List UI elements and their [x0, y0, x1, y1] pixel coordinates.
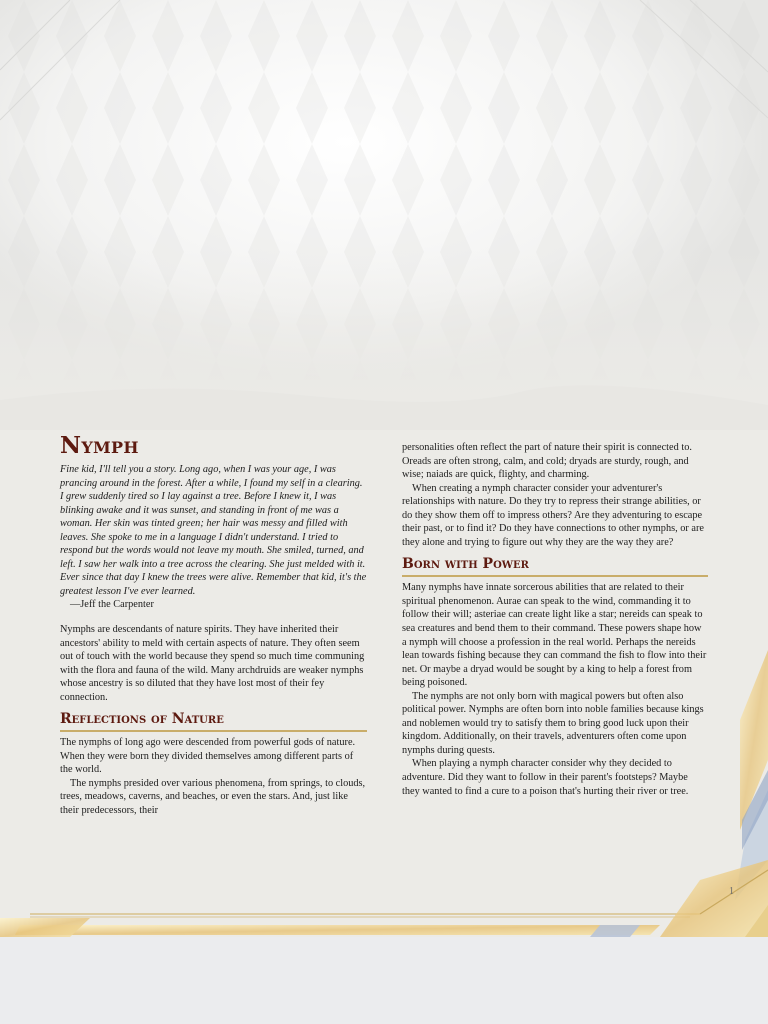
page-number: 1 [729, 886, 734, 897]
power-paragraph-2: The nymphs are not only born with magical powers but often also political power. Nymphs are often born into noble families because kings and noblemen would try to satisfy them to bring good luck upon their kingdom. Additionally, on their travels, adventurers often come upon nymphs during quests. [402, 690, 704, 756]
reflections-paragraph-2-continued: personalities often reflect the part of nature their spirit is connected to. Oreads are often strong, calm, and cold; dryads are sturdy, rough, and wise; naiads are quick, flighty, and charming. [402, 442, 692, 481]
reflections-paragraph-3: When creating a nymph character consider your adventurer's relationships with nature. Do they try to repress their strange abilities, or do they show them off to impress others? Are they adventuring to escape their past, or to find it? Do they have connections to other nymphs, or are they alone and trying to figure out why they are the way they are? [402, 482, 704, 548]
page-title: Nymph [60, 432, 139, 459]
quote-attribution: —Jeff the Carpenter [70, 599, 154, 611]
intro-paragraph: Nymphs are descendants of nature spirits. They have inherited their ancestors' ability to meld with certain aspects of nature. They often seem out of touch with the world because they spend so much time communing with the flora and fauna of the wild. Many archdruids are weaker nymphs whose ancestry is so diluted that they have lost most of their fey connection. [60, 624, 365, 703]
power-paragraph-1: Many nymphs have innate sorcerous abilities that are related to their spiritual phenomenon. Aurae can speak to the wind, commanding it to follow their will; asteriae can create light like a star; nereids can speak to sea creatures and bend them to their command. These powers shape how a nymph will choose a profession in the real world. Perhaps the nereids lean towards fishing because they can command the fish to flow into their net. Or maybe a dryad would be sought by a king to help a forest from being poisoned. [402, 582, 707, 689]
left-column [60, 432, 367, 818]
reflections-paragraph-2: The nymphs presided over various phenomena, from springs, to clouds, trees, meadows, caverns, and beaches, or even the stars. And, just like their predecessors, their [60, 777, 366, 817]
viewer-background [0, 937, 768, 1024]
power-paragraph-3: When playing a nymph character consider why they decided to adventure. Did they want to follow in their parent's footsteps? Maybe they wanted to find a cure to a poison that's hurting their river or tree. [402, 758, 689, 797]
section-heading-reflections: Reflections of Nature [60, 711, 367, 732]
intro-quote: Fine kid, I'll tell you a story. Long ago, when I was your age, I was prancing around in the forest. After a while, I found my self in a clearing. I grew suddenly tired so I lay against a tree. Before I knew it, I was blinking awake and it was sunset, and standing in front of me was a woman. Her skin was tinted green; her hair was messy and filled with leaves. She spoke to me in a language I didn't understand. I tried to respond but the words would not leave my mouth. She smiled, turned, and left. I saw her walk into a tree across the clearing. She just melded with it. Ever since that day I knew the trees were alive. Remember that kid, it's the greatest lesson I've ever learned. [60, 464, 367, 597]
right-column [402, 441, 708, 798]
reflections-paragraph-1: The nymphs of long ago were descended from powerful gods of nature. When they were born they divided themselves among different parts of the world. [60, 737, 356, 776]
section-heading-born-with-power: Born with Power [402, 556, 708, 577]
